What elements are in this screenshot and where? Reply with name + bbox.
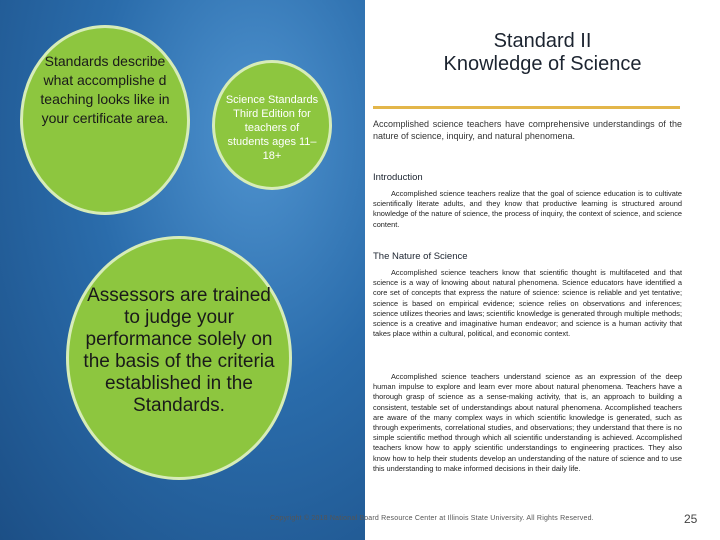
circle-science-standards xyxy=(212,60,332,190)
circle-assessors-text: Assessors are trained to judge your performance solely on the basis of the criteria established in the Standards. xyxy=(83,285,275,416)
circle-assessors xyxy=(66,236,292,480)
circle-standards-describe xyxy=(20,25,190,215)
circle-standards-describe-text: Standards describe what accomplishe d teaching looks like in your certificate area. xyxy=(40,53,170,126)
document-title-line2: Knowledge of Science xyxy=(443,53,642,75)
nature-of-science-paragraph-1: Accomplished science teachers know that scientific thought is multifaceted and that science is a way of knowing about natural phenomena. Science educators have identified a core set of concepts that express the nature of science: science is reliable and yet tentative; science is based on empirical evidence; science relies on observations and inferences; science utilizes theories and laws; scientific knowledge is generated through multiple methods; science is a creative and imaginative human endeavor; and science is a human activity that takes place within a cultural, political, and economic context. xyxy=(373,268,682,339)
page-number: 25 xyxy=(684,512,698,526)
standards-document-page xyxy=(365,0,720,540)
introduction-heading: Introduction xyxy=(373,172,423,183)
circle-science-standards-text: Science Standards Third Edition for teachers of students ages 11–18+ xyxy=(225,94,319,162)
nature-of-science-paragraph-2: Accomplished science teachers understand science as an expression of the deep human impulse to explore and learn ever more about natural phenomena. Teachers have a thorough grasp of science as a sense-making activity, that is, an approach to building a consistent, testable set of understandings about natural phenomena. Accomplished teachers are aware of the many complex ways in which scientific knowledge is generated, such as through experiments, correlational studies, and observations; they understand that there is no simple scientific method through which all scientific understanding is achieved. Accomplished teachers know how to apply scientific understandings to engineering practices. They also know how to help their students develop an understanding of the nature of science and to use this understanding to make informed decisions in their daily life. xyxy=(373,372,682,473)
copyright-footer: Copyright © 2018 National Board Resource Center at Illinois State University. All Rights Reserved. xyxy=(270,515,594,522)
gold-divider-rule xyxy=(373,106,680,109)
document-title xyxy=(365,30,720,76)
document-title-line1: Standard II xyxy=(493,30,592,52)
nature-of-science-heading: The Nature of Science xyxy=(373,251,468,262)
document-lead-statement: Accomplished science teachers have comprehensive understandings of the nature of science, inquiry, and natural phenomena. xyxy=(373,119,682,141)
introduction-paragraph: Accomplished science teachers realize that the goal of science education is to cultivate scientifically literate adults, and they know that productive learning is structured around knowledge of the nature of science, the process of inquiry, the context of science, and science content. xyxy=(373,189,682,229)
